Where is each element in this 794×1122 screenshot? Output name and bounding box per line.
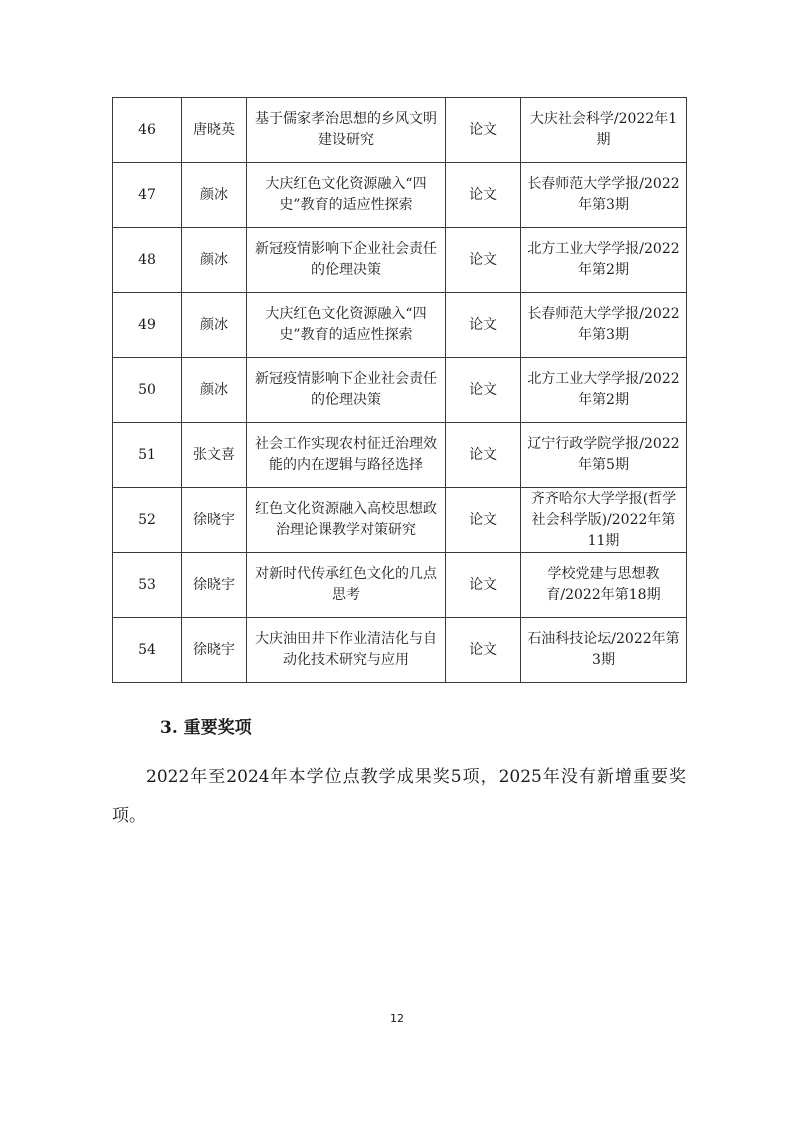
source-cell: 学校党建与思想教育/2022年第18期 — [521, 553, 687, 618]
type-cell: 论文 — [446, 358, 521, 423]
type-cell: 论文 — [446, 293, 521, 358]
table-row — [113, 423, 687, 488]
publications-table-body — [113, 98, 687, 683]
title-cell: 社会工作实现农村征迁治理效能的内在逻辑与路径选择 — [247, 423, 446, 488]
type-cell: 论文 — [446, 488, 521, 553]
title-cell: 对新时代传承红色文化的几点思考 — [247, 553, 446, 618]
source-cell: 北方工业大学学报/2022年第2期 — [521, 228, 687, 293]
table-row — [113, 293, 687, 358]
type-cell: 论文 — [446, 228, 521, 293]
title-cell: 新冠疫情影响下企业社会责任的伦理决策 — [247, 228, 446, 293]
table-row — [113, 98, 687, 163]
table-row — [113, 358, 687, 423]
source-cell: 北方工业大学学报/2022年第2期 — [521, 358, 687, 423]
author-cell: 颜冰 — [182, 163, 247, 228]
type-cell: 论文 — [446, 423, 521, 488]
author-cell: 颜冰 — [182, 358, 247, 423]
title-cell: 大庆红色文化资源融入“四史”教育的适应性探索 — [247, 293, 446, 358]
table-row — [113, 553, 687, 618]
type-cell: 论文 — [446, 553, 521, 618]
row-number-cell: 48 — [113, 228, 182, 293]
row-number-cell: 49 — [113, 293, 182, 358]
author-cell: 颜冰 — [182, 228, 247, 293]
page-number: 12 — [390, 1012, 404, 1025]
publications-table — [112, 97, 687, 683]
row-number-cell: 54 — [113, 618, 182, 683]
type-cell: 论文 — [446, 163, 521, 228]
source-cell: 齐齐哈尔大学学报(哲学社会科学版)/2022年第11期 — [521, 488, 687, 553]
awards-paragraph: 2022年至2024年本学位点教学成果奖5项，2025年没有新增重要奖项。 — [112, 767, 686, 826]
title-cell: 大庆油田井下作业清洁化与自动化技术研究与应用 — [247, 618, 446, 683]
title-cell: 红色文化资源融入高校思想政治理论课教学对策研究 — [247, 488, 446, 553]
row-number-cell: 47 — [113, 163, 182, 228]
source-cell: 长春师范大学学报/2022年第3期 — [521, 293, 687, 358]
table-row — [113, 163, 687, 228]
table-row — [113, 228, 687, 293]
author-cell: 颜冰 — [182, 293, 247, 358]
row-number-cell: 46 — [113, 98, 182, 163]
table-row — [113, 488, 687, 553]
row-number-cell: 50 — [113, 358, 182, 423]
title-cell: 新冠疫情影响下企业社会责任的伦理决策 — [247, 358, 446, 423]
title-cell: 大庆红色文化资源融入“四史”教育的适应性探索 — [247, 163, 446, 228]
title-cell: 基于儒家孝治思想的乡风文明建设研究 — [247, 98, 446, 163]
row-number-cell: 52 — [113, 488, 182, 553]
author-cell: 徐晓宇 — [182, 618, 247, 683]
table-row — [113, 618, 687, 683]
author-cell: 徐晓宇 — [182, 553, 247, 618]
row-number-cell: 51 — [113, 423, 182, 488]
source-cell: 长春师范大学学报/2022年第3期 — [521, 163, 687, 228]
source-cell: 辽宁行政学院学报/2022年第5期 — [521, 423, 687, 488]
source-cell: 石油科技论坛/2022年第3期 — [521, 618, 687, 683]
section-heading: 3. 重要奖项 — [160, 718, 252, 738]
author-cell: 张文喜 — [182, 423, 247, 488]
type-cell: 论文 — [446, 618, 521, 683]
author-cell: 徐晓宇 — [182, 488, 247, 553]
row-number-cell: 53 — [113, 553, 182, 618]
source-cell: 大庆社会科学/2022年1期 — [521, 98, 687, 163]
type-cell: 论文 — [446, 98, 521, 163]
author-cell: 唐晓英 — [182, 98, 247, 163]
